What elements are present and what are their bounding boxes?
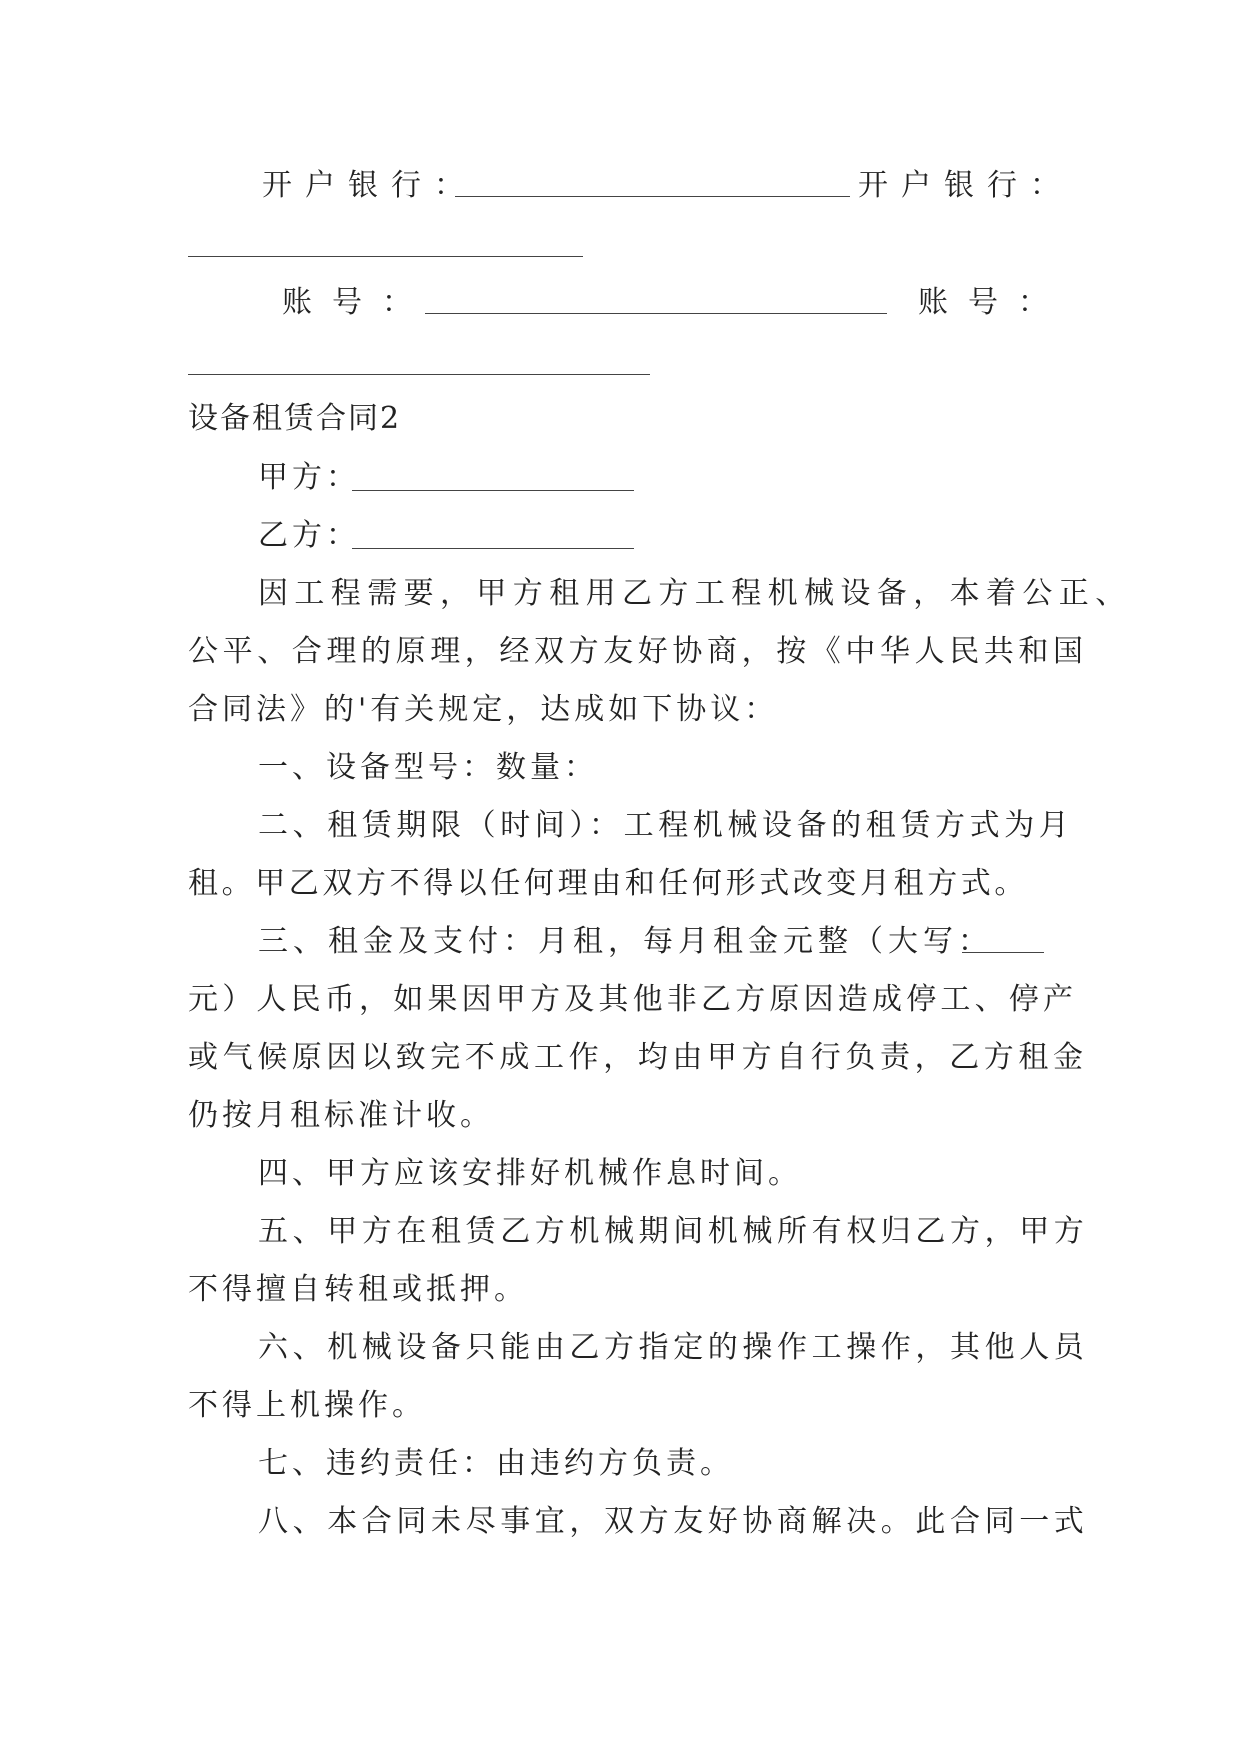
clause-3-line-2: 元）人民币，如果因甲方及其他非乙方原因造成停工、停产 bbox=[188, 982, 1078, 1017]
clause-6-line-2: 不得上机操作。 bbox=[188, 1388, 426, 1423]
clause-4: 四、甲方应该安排好机械作息时间。 bbox=[258, 1156, 802, 1191]
clause-5-line-1: 五、甲方在租赁乙方机械期间机械所有权归乙方，甲方 bbox=[258, 1214, 1089, 1249]
intro-line-1: 因工程需要，甲方租用乙方工程机械设备，本着公正、 bbox=[258, 576, 1132, 611]
intro-line-2: 公平、合理的原理，经双方友好协商，按《中华人民共和国 bbox=[188, 634, 1088, 669]
intro-line-3: 合同法》的'有关规定，达成如下协议： bbox=[188, 692, 779, 727]
clause-7: 七、违约责任：由违约方负责。 bbox=[258, 1446, 734, 1481]
clause-2-line-2: 租。甲乙双方不得以任何理由和任何形式改变月租方式。 bbox=[188, 866, 1028, 901]
account-blank-right bbox=[188, 374, 650, 375]
party-a-blank bbox=[352, 490, 634, 491]
clause-3-amount-blank bbox=[962, 952, 1044, 953]
bank-blank-left bbox=[455, 196, 850, 197]
clause-2-line-1: 二、租赁期限（时间）：工程机械设备的租赁方式为月 bbox=[258, 808, 1074, 843]
bank-label-right: 开户银行： bbox=[858, 168, 1073, 203]
clause-5-line-2: 不得擅自转租或抵押。 bbox=[188, 1272, 528, 1307]
clause-3-line-4: 仍按月租标准计收。 bbox=[188, 1098, 494, 1133]
bank-blank-right bbox=[188, 256, 583, 257]
party-b-blank bbox=[352, 548, 634, 549]
party-b-label: 乙方： bbox=[258, 518, 360, 553]
account-label-right: 账号： bbox=[918, 285, 1068, 320]
party-a-label: 甲方： bbox=[258, 460, 360, 495]
contract-title: 设备租赁合同2 bbox=[188, 401, 402, 436]
clause-3-line-1: 三、租金及支付：月租，每月租金元整（大写： bbox=[258, 924, 993, 959]
account-blank-left bbox=[425, 313, 887, 314]
clause-8-line-1: 八、本合同未尽事宜，双方友好协商解决。此合同一式 bbox=[258, 1504, 1089, 1539]
clause-3-line-3: 或气候原因以致完不成工作，均由甲方自行负责，乙方租金 bbox=[188, 1040, 1088, 1075]
clause-6-line-1: 六、机械设备只能由乙方指定的操作工操作，其他人员 bbox=[258, 1330, 1089, 1365]
clause-1: 一、设备型号：数量： bbox=[258, 750, 598, 785]
bank-label-left: 开户银行： bbox=[262, 168, 477, 203]
account-label-left: 账号： bbox=[282, 285, 432, 320]
